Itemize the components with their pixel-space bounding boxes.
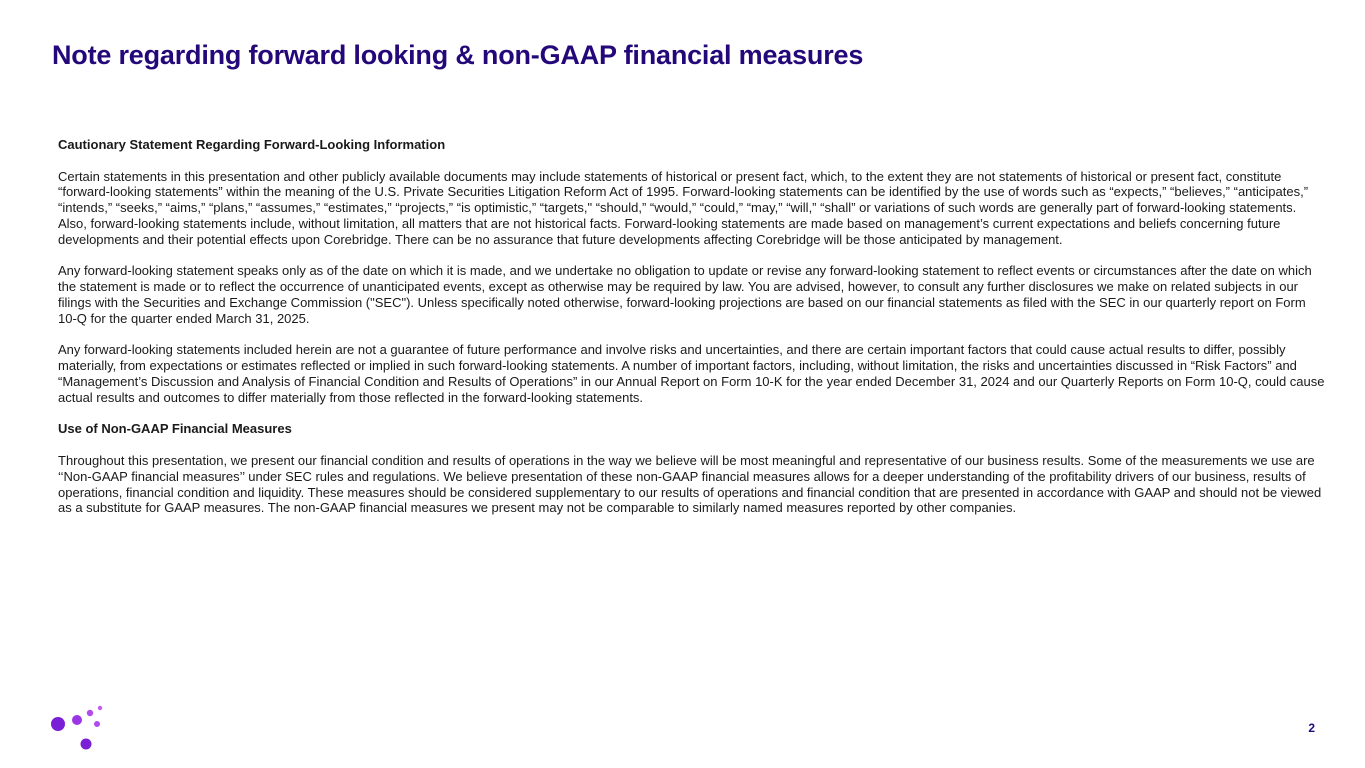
non-gaap-heading: Use of Non-GAAP Financial Measures [58,421,292,437]
spacer [58,153,1328,169]
logo-dot-small-2 [94,721,100,727]
logo-dot-small-1 [87,710,93,716]
page-number: 2 [1308,721,1315,735]
logo-dot-tiny [98,706,102,710]
forward-looking-paragraph-3: Any forward-looking statements included herein are not a guarantee of future performance and involve risks and uncertainties, and there are certain important factors that could cause actual results to differ, possibly materially, from expectations or estimates reflected or implied in such forward-looking statements. A number of important factors, including, without limitation, the risks and uncertainties discussed in “Risk Factors” and “Management’s Discussion and Analysis of Financial Condition and Results of Operations” in our Annual Report on Form 10-K for the year ended December 31, 2024 and our Quarterly Reports on Form 10-Q, could cause actual results and outcomes to differ materially from those reflected in the forward-looking statements. [58,342,1325,405]
spacer [58,437,1328,453]
disclaimer-body [58,137,1328,516]
logo-dot-medium [72,715,82,725]
spacer [58,327,1328,343]
forward-looking-paragraph-1: Certain statements in this presentation and other publicly available documents may include statements of historical or present fact, which, to the extent they are not statements of historical or present fact, constitute “forward-looking statements” within the meaning of the U.S. Private Securities Litigation Reform Act of 1995. Forward-looking statements can be identified by the use of words such as “expects,” “believes,” “anticipates,” “intends,” “seeks,” “aims,” “plans,” “assumes,” “estimates,” “projects,” “is optimistic,” “targets," “should,” “would,” “could,” “may,” “will,” “shall” or variations of such words are generally part of forward-looking statements. Also, forward-looking statements include, without limitation, all matters that are not historical facts. Forward-looking statements are made based on management’s current expectations and beliefs concerning future developments and their potential effects upon Corebridge. There can be no assurance that future developments affecting Corebridge will be those anticipated by management. [58,168,1309,247]
logo-dot-large [51,717,65,731]
forward-looking-paragraph-2: Any forward-looking statement speaks only as of the date on which it is made, and we undertake no obligation to update or revise any forward-looking statement to reflect events or circumstances after the date on which the statement is made or to reflect the occurrence of unanticipated events, except as otherwise may be required by law. You are advised, however, to consult any further disclosures we make on related subjects in our filings with the Securities and Exchange Commission ("SEC"). Unless specifically noted otherwise, forward-looking projections are based on our financial statements as filed with the SEC in our quarterly report on Form 10-Q for the quarter ended March 31, 2025. [58,263,1312,326]
spacer [58,406,1328,422]
logo-dot-bottom [81,739,92,750]
corebridge-dots-icon [50,703,106,751]
non-gaap-paragraph-1: Throughout this presentation, we present our financial condition and results of operations in the way we believe will be most meaningful and representative of our business results. Some of the measurements we use are ‘‘Non-GAAP financial measures’’ under SEC rules and regulations. We believe presentation of these non-GAAP financial measures allows for a deeper understanding of the profitability drivers of our business, results of operations, financial condition and liquidity. These measures should be considered supplementary to our results of operations and financial condition that are presented in accordance with GAAP and should not be viewed as a substitute for GAAP measures. The non-GAAP financial measures we present may not be comparable to similarly named measures reported by other companies. [58,452,1322,516]
forward-looking-heading: Cautionary Statement Regarding Forward-Looking Information [58,137,446,152]
page-title: Note regarding forward looking & non-GAAP financial measures [52,40,864,70]
spacer [58,248,1328,264]
